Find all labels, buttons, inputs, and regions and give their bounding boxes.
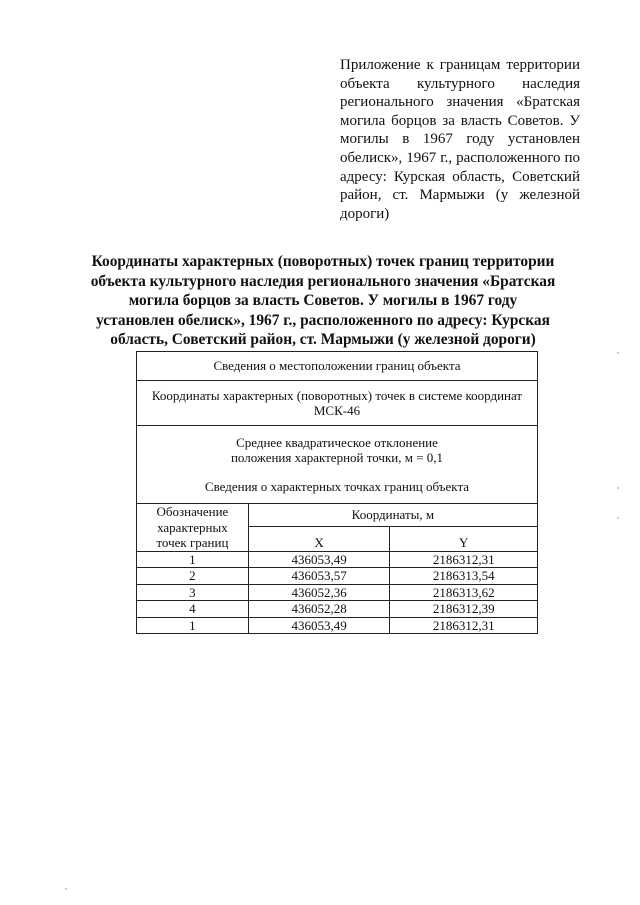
point-cell: 1: [137, 617, 249, 634]
point-cell: 2: [137, 568, 249, 585]
table-row: [137, 617, 538, 634]
coord-system-cell: Координаты характерных (поворотных) точек в системе координат МСК-46: [137, 381, 538, 426]
table-row: [137, 568, 538, 585]
scan-speck: [617, 487, 619, 489]
x-cell: 436052,28: [248, 601, 390, 618]
scan-speck: [65, 888, 67, 890]
point-cell: 3: [137, 584, 249, 601]
table-section-row: [137, 352, 538, 381]
y-header: Y: [390, 527, 538, 551]
table-system-row: [137, 381, 538, 426]
coordinates-table: [136, 351, 538, 634]
section-header-cell: Сведения о местоположении границ объекта: [137, 352, 538, 381]
y-cell: 2186313,62: [390, 584, 538, 601]
table-row: [137, 584, 538, 601]
y-cell: 2186312,31: [390, 617, 538, 634]
coords-header: Координаты, м: [248, 504, 537, 527]
x-cell: 436052,36: [248, 584, 390, 601]
scan-speck: [617, 517, 619, 519]
x-header: X: [248, 527, 390, 551]
deviation-cell: [137, 426, 538, 504]
y-cell: 2186313,54: [390, 568, 538, 585]
x-cell: 436053,57: [248, 568, 390, 585]
y-cell: 2186312,39: [390, 601, 538, 618]
y-cell: 2186312,31: [390, 551, 538, 568]
table-row: [137, 551, 538, 568]
table-header-row: [137, 504, 538, 527]
deviation-line-2: положения характерной точки, м = 0,1: [230, 450, 444, 466]
points-header: Сведения о характерных точках границ объекта: [204, 478, 470, 494]
deviation-line-1: Среднее квадратическое отклонение: [236, 434, 438, 450]
x-cell: 436053,49: [248, 617, 390, 634]
scan-speck: [617, 352, 619, 354]
designation-header: Обозначение характерных точек границ: [137, 504, 249, 552]
annex-note: Приложение к границам территории объекта культурного наследия регионального значения «Братская могила борцов за власть Советов. У могилы в 1967 году установлен обелиск», 1967 г., расположенного по адресу: Курская область, Советский район, ст. Мармыжи (у железной дороги): [340, 57, 580, 222]
table-deviation-row: [137, 426, 538, 504]
point-cell: 4: [137, 601, 249, 618]
x-cell: 436053,49: [248, 551, 390, 568]
point-cell: 1: [137, 551, 249, 568]
table-row: [137, 601, 538, 618]
document-title: Координаты характерных (поворотных) точек границ территории объекта культурного наследия регионального значения «Братская могила борцов за власть Советов. У могилы в 1967 году установлен обелиск», 1967 г., расположенного по адресу: Курская область, Советский район, ст. Мармыжи (у железной дороги): [90, 253, 556, 348]
